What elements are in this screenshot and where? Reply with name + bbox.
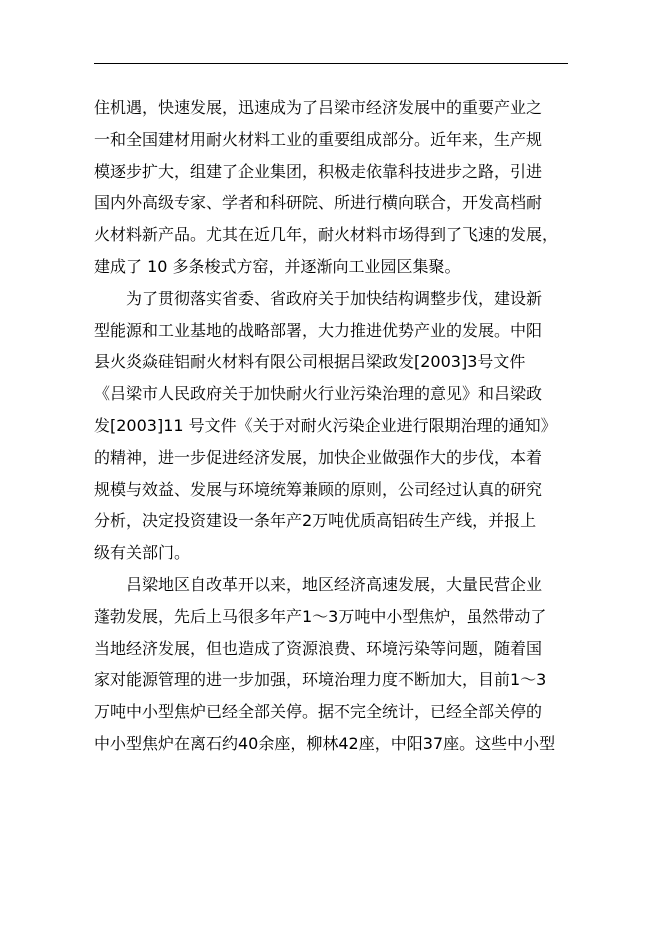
paragraph-line: 火材料新产品。尤其在近几年，耐火材料市场得到了飞速的发展， — [94, 225, 559, 245]
paragraph-line: 规模与效益、发展与环境统筹兼顾的原则，公司经过认真的研究 — [94, 479, 543, 499]
paragraph-line: 县火炎焱硅铝耐火材料有限公司根据吕梁政发[2003]3号文件 — [94, 352, 526, 372]
paragraph-line: 蓬勃发展，先后上马很多年产1～3万吨中小型焦炉，虽然带动了 — [94, 606, 547, 626]
paragraph-line: 建成了 10 多条梭式方窑，并逐渐向工业园区集聚。 — [94, 256, 461, 276]
paragraph-line: 《吕梁市人民政府关于加快耐火行业污染治理的意见》和吕梁政 — [94, 384, 543, 404]
page-body — [94, 92, 574, 760]
paragraph-3 — [94, 569, 574, 760]
paragraph-line: 家对能源管理的进一步加强，环境治理力度不断加大，目前1～3 — [94, 670, 547, 690]
paragraph-line: 发[2003]11 号文件《关于对耐火污染企业进行限期治理的通知》 — [94, 415, 557, 435]
paragraph-line: 型能源和工业基地的战略部署，大力推进优势产业的发展。中阳 — [94, 320, 543, 340]
paragraph-line: 国内外高级专家、学者和科研院、所进行横向联合，开发高档耐 — [94, 193, 543, 213]
paragraph-line: 一和全国建材用耐火材料工业的重要组成部分。近年来，生产规 — [94, 129, 543, 149]
paragraph-line: 的精神，进一步促进经济发展，加快企业做强作大的步伐，本着 — [94, 447, 543, 467]
paragraph-line: 为了贯彻落实省委、省政府关于加快结构调整步伐，建设新 — [126, 288, 543, 308]
paragraph-line: 住机遇，快速发展，迅速成为了吕梁市经济发展中的重要产业之 — [94, 98, 543, 117]
header-rule — [94, 63, 568, 64]
paragraph-line: 中小型焦炉在离石约40余座，柳林42座，中阳37座。这些中小型 — [94, 733, 556, 753]
paragraph-line: 级有关部门。 — [94, 543, 191, 563]
paragraph-1 — [94, 92, 574, 283]
paragraph-line: 分析，决定投资建设一条年产2万吨优质高铝砖生产线，并报上 — [94, 511, 537, 531]
paragraph-line: 万吨中小型焦炉已经全部关停。据不完全统计，已经全部关停的 — [94, 702, 543, 722]
paragraph-line: 模逐步扩大，组建了企业集团，积极走依靠科技进步之路，引进 — [94, 161, 543, 181]
paragraph-2 — [94, 283, 574, 569]
paragraph-line: 吕梁地区自改革开以来，地区经济高速发展，大量民营企业 — [126, 574, 543, 594]
paragraph-line: 当地经济发展，但也造成了资源浪费、环境污染等问题，随着国 — [94, 638, 543, 658]
